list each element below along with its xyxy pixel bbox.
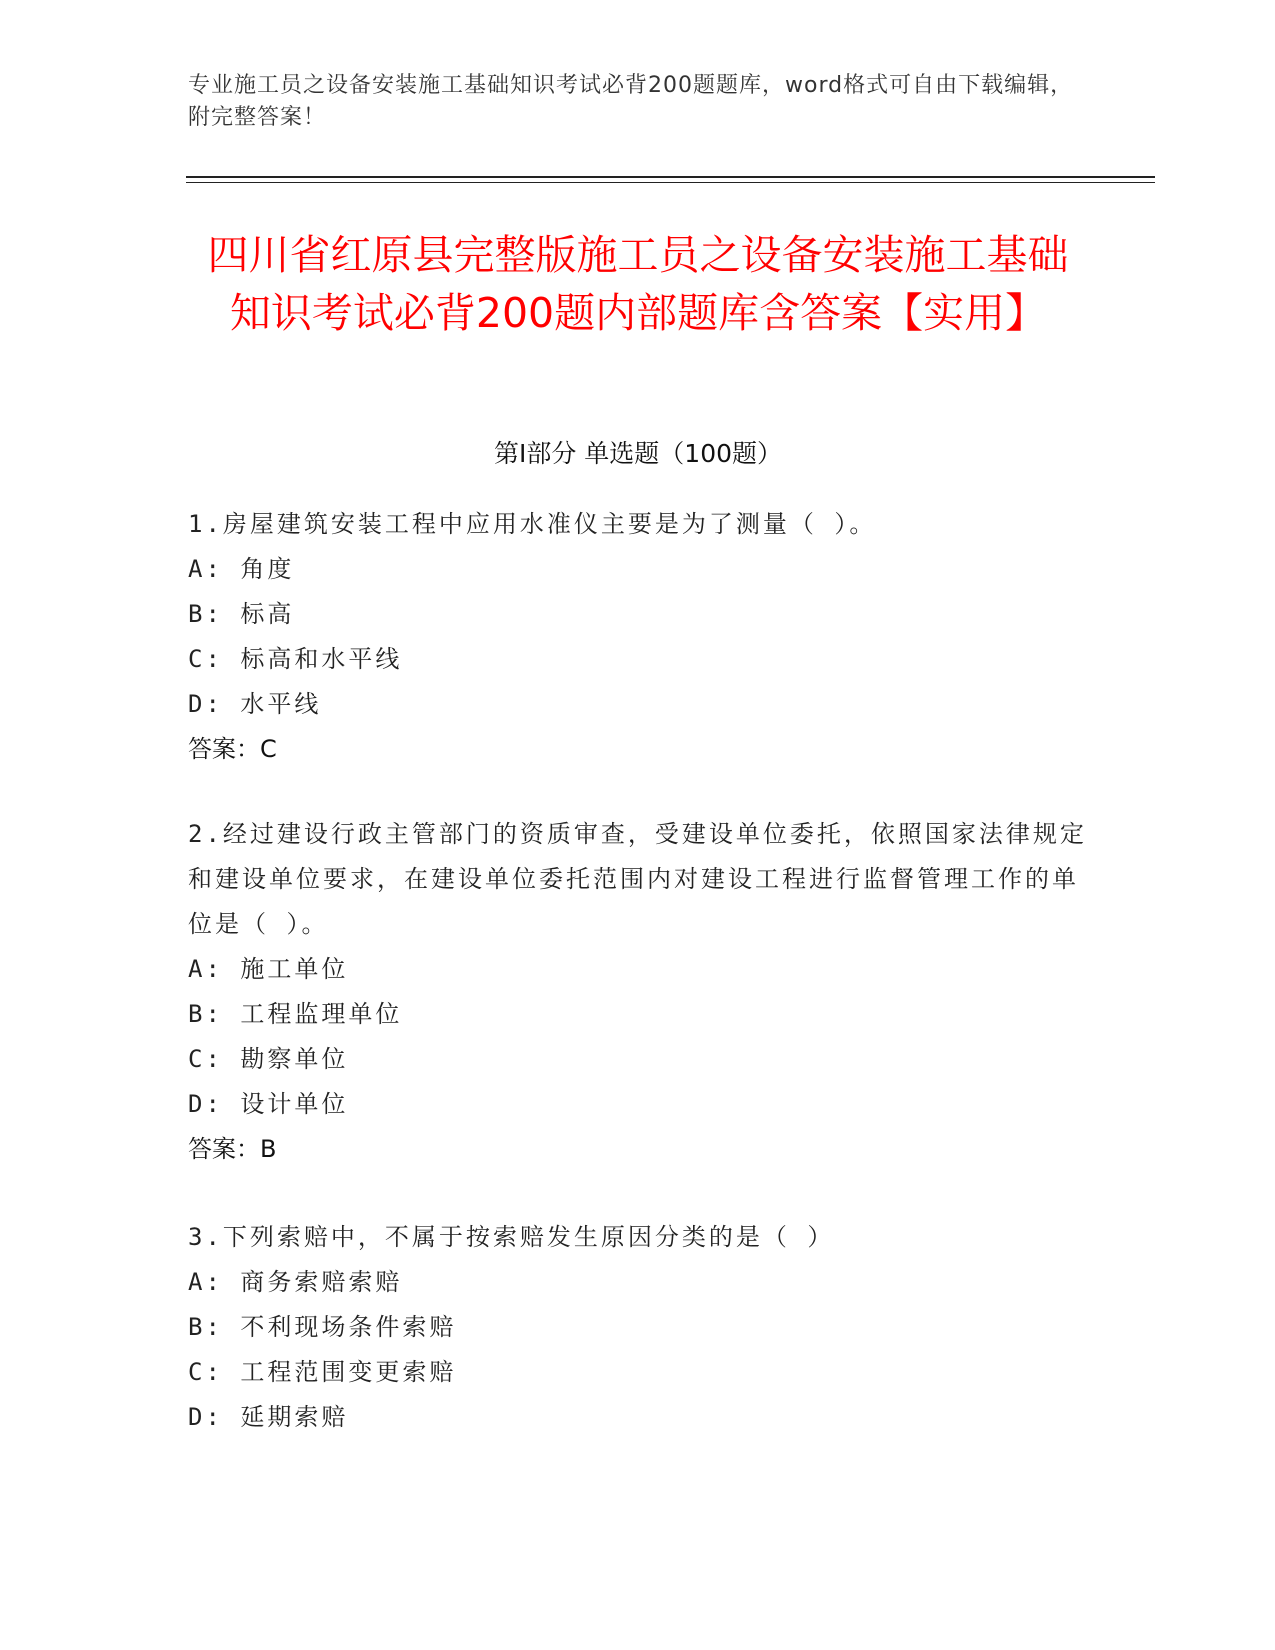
answer: 答案：C	[188, 735, 277, 763]
option-c: C: 工程范围变更索赔	[188, 1358, 457, 1386]
header-rule-thick	[186, 176, 1155, 178]
option-b: B: 工程监理单位	[188, 1000, 403, 1028]
question-stem: 2.经过建设行政主管部门的资质审查，受建设单位委托，依照国家法律规定和建设单位要求，在建设单位委托范围内对建设工程进行监督管理工作的单位是（ ）。	[188, 820, 1087, 938]
header-note: 专业施工员之设备安装施工基础知识考试必背200题题库，word格式可自由下载编辑，附完整答案！	[188, 73, 1074, 130]
question-1	[188, 502, 1088, 772]
option-a: A: 角度	[188, 555, 295, 583]
header-rule-thin	[186, 182, 1155, 183]
option-a: A: 商务索赔索赔	[188, 1268, 403, 1296]
question-stem: 1.房屋建筑安装工程中应用水准仪主要是为了测量（ ）。	[188, 510, 877, 538]
option-d: D: 水平线	[188, 690, 322, 718]
option-b: B: 不利现场条件索赔	[188, 1313, 457, 1341]
option-d: D: 设计单位	[188, 1090, 349, 1118]
section-title: 第I部分 单选题（100题）	[493, 439, 783, 468]
option-b: B: 标高	[188, 600, 295, 628]
question-stem: 3.下列索赔中，不属于按索赔发生原因分类的是（ ）	[188, 1223, 835, 1251]
question-2	[188, 812, 1088, 1172]
option-c: C: 标高和水平线	[188, 645, 403, 673]
question-3	[188, 1215, 1088, 1440]
document-title: 四川省红原县完整版施工员之设备安装施工基础知识考试必背200题内部题库含答案【实用】	[207, 231, 1069, 337]
option-c: C: 勘察单位	[188, 1045, 349, 1073]
option-d: D: 延期索赔	[188, 1403, 349, 1431]
answer: 答案：B	[188, 1135, 277, 1163]
option-a: A: 施工单位	[188, 955, 349, 983]
